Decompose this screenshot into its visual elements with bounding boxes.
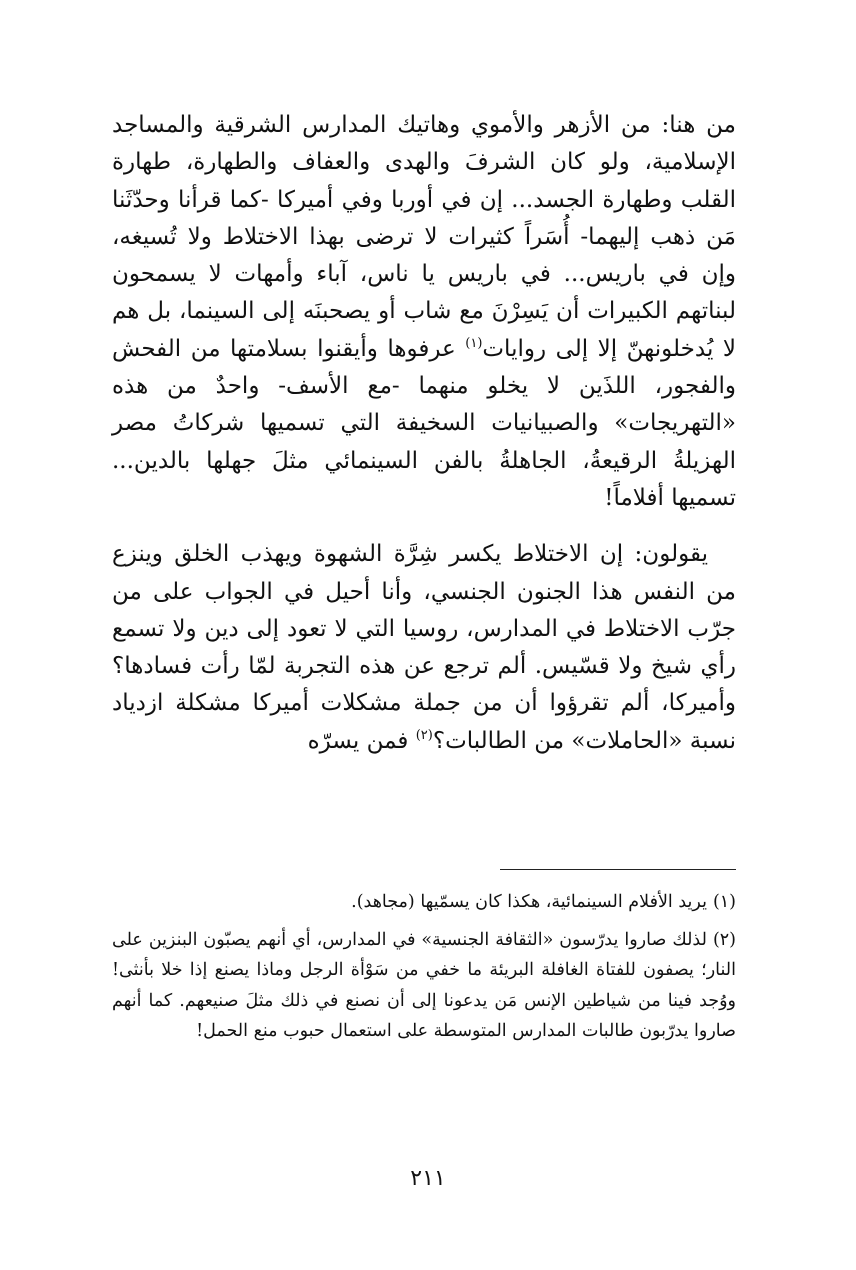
footnote-2-number: (٢) — [712, 930, 736, 951]
footnote-2-text: لذلك صاروا يدرّسون «الثقافة الجنسية» في المدارس، أي أنهم يصبّون البنزين على النار؛ يصفون للفتاة الغافلة البريئة ما خفي من سَوْأة الرجل وماذا يصنع إذا خلا بأنثى! ووُجد فينا من شياطين الإنس مَن يدعونا إلى أن نصنع في ذلك مثلَ صنيعهم. كما أنهم صاروا يدرّبون طالبات المدارس المتوسطة على استعمال حبوب منع الحمل! — [112, 930, 736, 1041]
paragraph-2-part-1: يقولون: إن الاختلاط يكسر شِرَّة الشهوة ويهذب الخلق وينزع من النفس هذا الجنون الجنسي، وأنا أحيل في الجواب على من جرّب الاختلاط في المدارس، روسيا التي لا تعود إلى دين ولا تسمع رأي شيخ ولا قسّيس. ألم ترجع عن هذه التجربة لمّا رأت فسادها؟ وأميركا، ألم تقرؤوا أن من جملة مشكلات أميركا مشكلة ازدياد نسبة «الحاملات» من الطالبات؟ — [112, 541, 736, 754]
paragraph-1-part-1: من هنا: من الأزهر والأموي وهاتيك المدارس الشرقية والمساجد الإسلامية، ولو كان الشرفَ والهدى والعفاف والطهارة، طهارة القلب وطهارة الجسد... إن في أوربا وفي أميركا -كما قرأنا وحدّثَنا مَن ذهب إليهما- أُسَراً كثيرات لا ترضى بهذا الاختلاط ولا تُسيغه، وإن في باريس... في باريس يا ناس، آباء وأمهات لا يسمحون لبناتهم الكبيرات أن يَسِرْنَ مع شاب أو يصحبنَه إلى السينما، بل هم لا يُدخلونهنّ إلا إلى روايات — [112, 112, 736, 362]
body-text — [112, 107, 736, 760]
footnotes — [112, 887, 736, 1046]
paragraph-1 — [112, 107, 736, 517]
footnote-separator — [500, 869, 736, 870]
paragraph-1-part-2: عرفوها وأيقنوا بسلامتها من الفحش والفجور، اللذَين لا يخلو منهما -مع الأسف- واحدٌ من هذه «التهريجات» والصبيانيات السخيفة التي تسميها شركاتُ مصر الهزيلةُ الرقيعةُ، الجاهلةُ بالفن السينمائي مثلَ جهلها بالدين... تسميها أفلاماً! — [112, 335, 736, 511]
footnote-ref-2[interactable]: (٢) — [415, 727, 433, 743]
footnote-2 — [112, 925, 736, 1046]
page-number: ٢١١ — [410, 1166, 446, 1191]
footnote-1-number: (١) — [712, 892, 736, 912]
paragraph-2 — [112, 536, 736, 760]
paragraph-2-part-2: فمن يسرّه — [307, 727, 416, 754]
footnote-ref-1[interactable]: (١) — [465, 335, 483, 351]
footnote-1-text: يريد الأفلام السينمائية، هكذا كان يسمّيها (مجاهد). — [351, 892, 707, 912]
footnote-1 — [112, 887, 736, 917]
